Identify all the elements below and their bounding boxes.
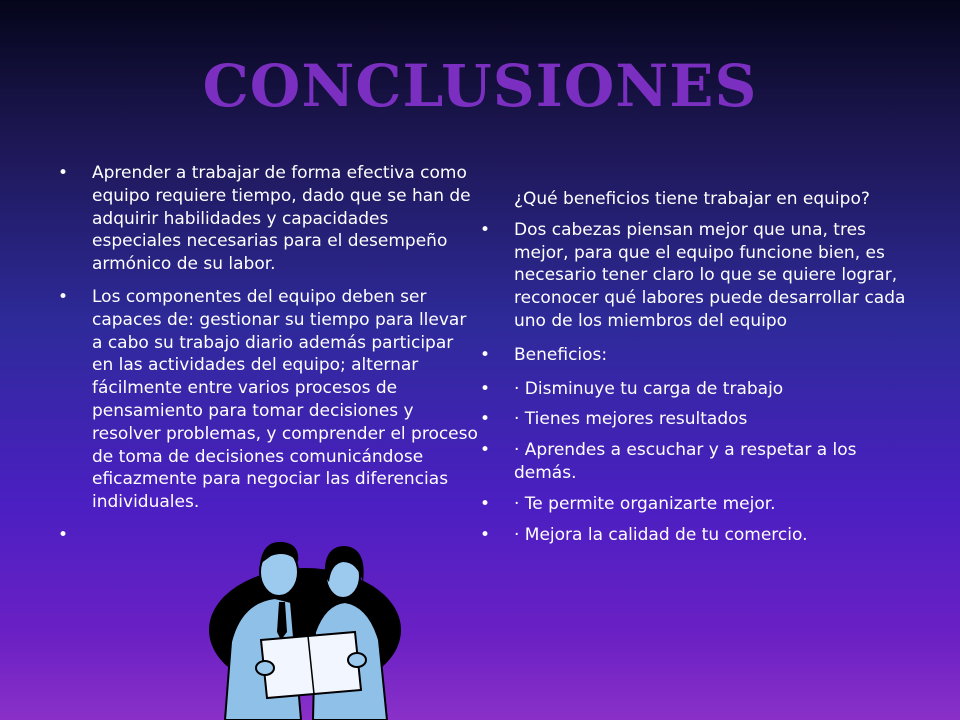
list-item bbox=[480, 439, 920, 485]
list-item-text: · Te permite organizarte mejor. bbox=[514, 493, 776, 514]
list-item bbox=[58, 286, 478, 514]
list-item-text: Los componentes del equipo deben ser capaces de: gestionar su tiempo para llevar a cabo su trabajo diario además participar en las actividades del equipo; alternar fácilmente entre varios procesos de pensamiento para tomar decisiones y resolver problemas, y comprender el proceso de toma de decisiones comunicándose eficazmente para negociar las diferencias individuales. bbox=[92, 286, 478, 513]
left-column bbox=[58, 162, 478, 545]
bullet-icon: • bbox=[58, 286, 69, 307]
list-item bbox=[480, 344, 920, 367]
bullet-icon: • bbox=[480, 409, 491, 430]
bullet-icon: • bbox=[480, 493, 491, 514]
bullet-icon: • bbox=[480, 219, 491, 240]
list-item-text: ¿Qué beneficios tiene trabajar en equipo? bbox=[514, 189, 870, 209]
team-reading-document-clipart bbox=[205, 532, 405, 720]
left-bullet-list bbox=[58, 162, 478, 545]
woman-hand bbox=[348, 653, 366, 667]
list-item-text: · Mejora la calidad de tu comercio. bbox=[514, 524, 808, 545]
list-item-text: Aprender a trabajar de forma efectiva como equipo requiere tiempo, dado que se han de adquirir habilidades y capacidades especiales necesarias para el desempeño armónico de su labor. bbox=[92, 163, 471, 275]
right-bullet-list bbox=[480, 188, 920, 546]
list-item-text: · Disminuye tu carga de trabajo bbox=[514, 378, 784, 399]
slide-title: CONCLUSIONES bbox=[202, 52, 758, 120]
bullet-icon: • bbox=[480, 440, 491, 461]
list-item bbox=[480, 188, 920, 211]
list-item-text: Beneficios: bbox=[514, 344, 608, 365]
list-item bbox=[480, 408, 920, 431]
bullet-icon: • bbox=[480, 344, 491, 365]
man-hand bbox=[256, 661, 274, 675]
list-item-text: · Aprendes a escuchar y a respetar a los demás. bbox=[514, 440, 857, 483]
right-column bbox=[480, 188, 920, 554]
list-item bbox=[58, 162, 478, 276]
list-item bbox=[480, 524, 920, 547]
bullet-icon: • bbox=[480, 378, 491, 399]
list-item bbox=[480, 219, 920, 333]
bullet-icon: • bbox=[58, 524, 69, 545]
bullet-icon: • bbox=[480, 524, 491, 545]
list-item bbox=[480, 493, 920, 516]
bullet-icon: • bbox=[58, 163, 69, 183]
list-item-text: Dos cabezas piensan mejor que una, tres mejor, para que el equipo funcione bien, es necesario tener claro lo que se quiere lograr, reconocer qué labores puede desarrollar cada uno de los miembros del equipo bbox=[514, 219, 906, 331]
list-item bbox=[480, 378, 920, 401]
list-item-text: · Tienes mejores resultados bbox=[514, 409, 748, 430]
